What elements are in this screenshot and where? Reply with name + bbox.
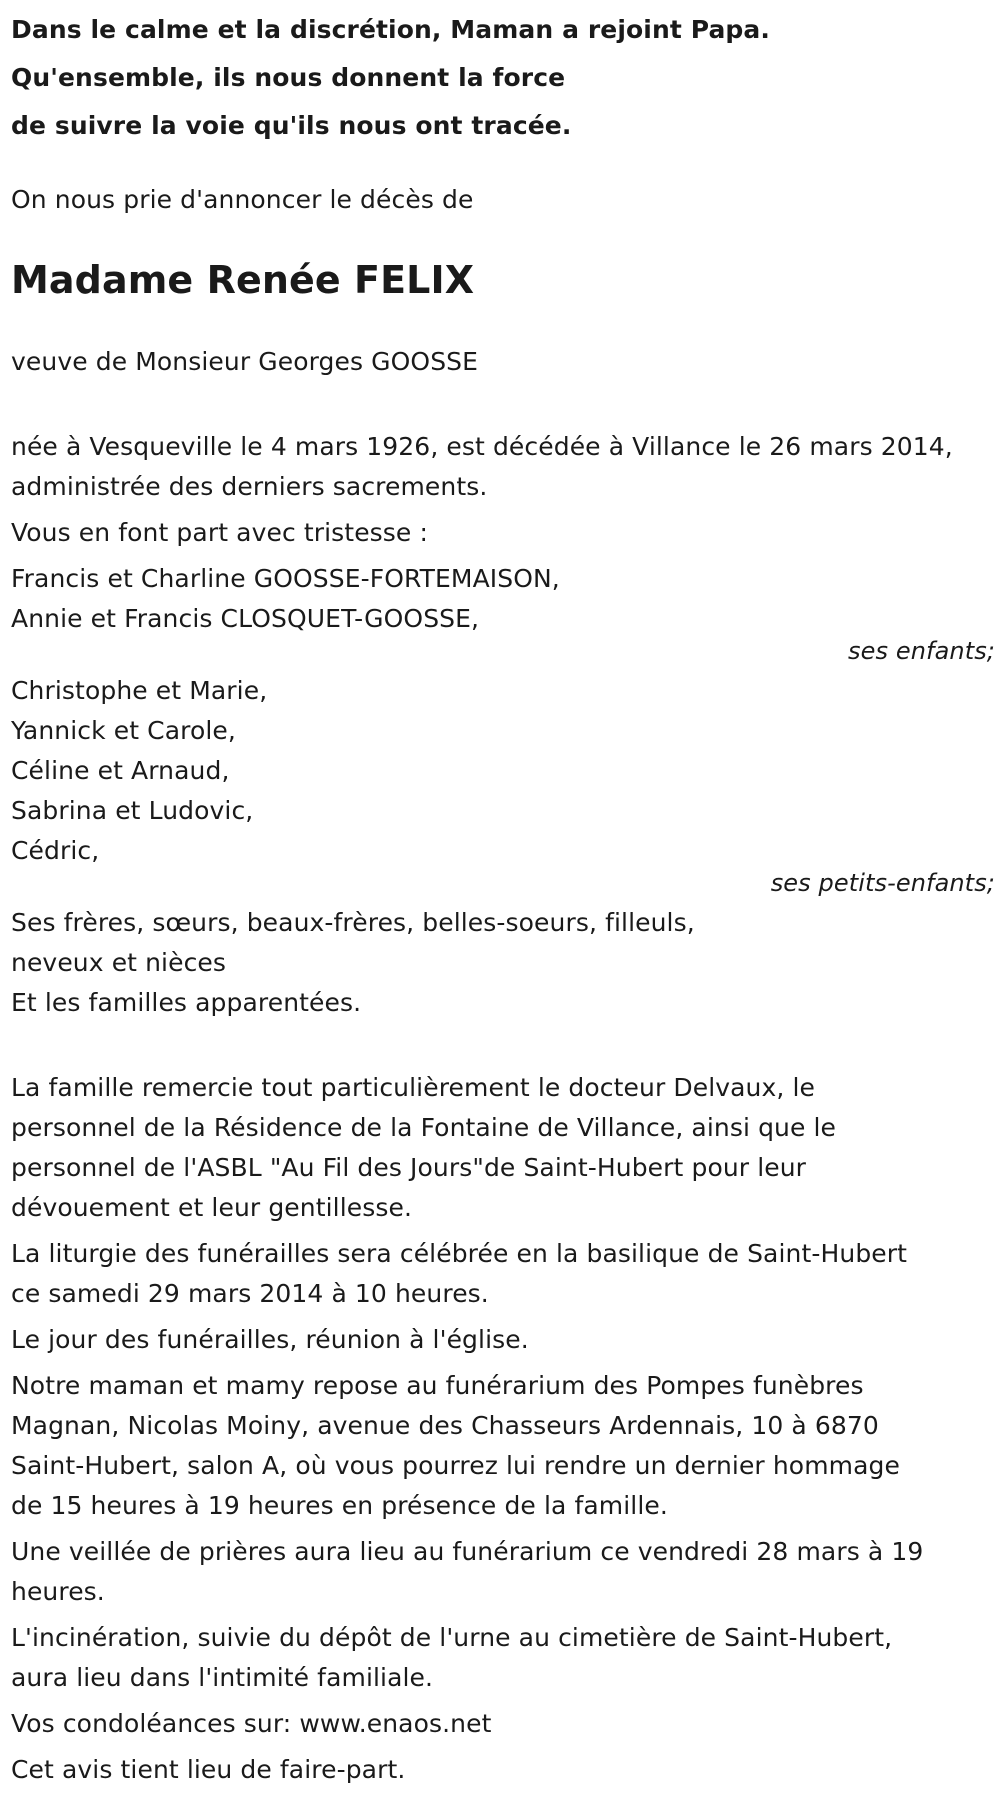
epigraph-line-1: Dans le calme et la discrétion, Maman a rejoint Papa. xyxy=(11,15,770,44)
liturgy-paragraph xyxy=(11,1234,995,1314)
relatives-list xyxy=(11,903,995,1023)
child-entry-2: Annie et Francis CLOSQUET-GOOSSE, xyxy=(11,604,480,633)
thanks-line-4: dévouement et leur gentillesse. xyxy=(11,1193,413,1222)
closing-text: Cet avis tient lieu de faire-part. xyxy=(11,1755,406,1784)
deceased-name: Madame Renée FELIX xyxy=(11,258,475,302)
children-role: ses enfants; xyxy=(848,637,995,665)
grandchildren-role: ses petits-enfants; xyxy=(770,869,995,897)
thanks-line-3: personnel de l'ASBL "Au Fil des Jours"de Saint-Hubert pour leur xyxy=(11,1153,807,1182)
grandchild-entry-4: Sabrina et Ludovic, xyxy=(11,796,254,825)
epigraph-line-3: de suivre la voie qu'ils nous ont tracée. xyxy=(11,111,572,140)
announce-text: Vous en font part avec tristesse : xyxy=(11,518,428,547)
thanks-paragraph xyxy=(11,1068,995,1228)
relatives-line-1: Ses frères, sœurs, beaux-frères, belles-soeurs, filleuls, xyxy=(11,908,695,937)
funerarium-line-2: Magnan, Nicolas Moiny, avenue des Chasseurs Ardennais, 10 à 6870 xyxy=(11,1411,879,1440)
cremation-paragraph xyxy=(11,1618,995,1698)
funerarium-line-4: de 15 heures à 19 heures en présence de la famille. xyxy=(11,1491,668,1520)
cremation-line-1: L'incinération, suivie du dépôt de l'urne au cimetière de Saint-Hubert, xyxy=(11,1623,893,1652)
funerarium-line-3: Saint-Hubert, salon A, où vous pourrez lui rendre un dernier hommage xyxy=(11,1451,900,1480)
thanks-line-1: La famille remercie tout particulièrement le docteur Delvaux, le xyxy=(11,1073,816,1102)
epigraph xyxy=(11,0,995,150)
grandchild-entry-5: Cédric, xyxy=(11,836,100,865)
epigraph-line-2: Qu'ensemble, ils nous donnent la force xyxy=(11,63,566,92)
meeting-text: Le jour des funérailles, réunion à l'église. xyxy=(11,1325,529,1354)
relatives-line-3: Et les familles apparentées. xyxy=(11,988,362,1017)
vigil-paragraph xyxy=(11,1532,995,1612)
funerarium-line-1: Notre maman et mamy repose au funérarium des Pompes funèbres xyxy=(11,1371,864,1400)
grandchild-entry-1: Christophe et Marie, xyxy=(11,676,268,705)
liturgy-line-1: La liturgie des funérailles sera célébrée en la basilique de Saint-Hubert xyxy=(11,1239,908,1268)
birth-death-paragraph xyxy=(11,427,995,507)
liturgy-line-2: ce samedi 29 mars 2014 à 10 heures. xyxy=(11,1279,489,1308)
child-entry-1: Francis et Charline GOOSSE-FORTEMAISON, xyxy=(11,564,560,593)
cremation-line-2: aura lieu dans l'intimité familiale. xyxy=(11,1663,434,1692)
vigil-line-1: Une veillée de prières aura lieu au funérarium ce vendredi 28 mars à 19 xyxy=(11,1537,924,1566)
birth-death-line-2: administrée des derniers sacrements. xyxy=(11,472,488,501)
intro-text: On nous prie d'annoncer le décès de xyxy=(11,185,474,214)
relatives-line-2: neveux et nièces xyxy=(11,948,227,977)
grandchild-entry-3: Céline et Arnaud, xyxy=(11,756,230,785)
condolences-text: Vos condoléances sur: www.enaos.net xyxy=(11,1709,492,1738)
widow-of-text: veuve de Monsieur Georges GOOSSE xyxy=(11,347,479,376)
birth-death-line-1: née à Vesqueville le 4 mars 1926, est décédée à Villance le 26 mars 2014, xyxy=(11,432,953,461)
grandchildren-list xyxy=(11,671,995,899)
funerarium-paragraph xyxy=(11,1366,995,1526)
children-list xyxy=(11,559,995,667)
grandchild-entry-2: Yannick et Carole, xyxy=(11,716,236,745)
thanks-line-2: personnel de la Résidence de la Fontaine de Villance, ainsi que le xyxy=(11,1113,837,1142)
vigil-line-2: heures. xyxy=(11,1577,105,1606)
